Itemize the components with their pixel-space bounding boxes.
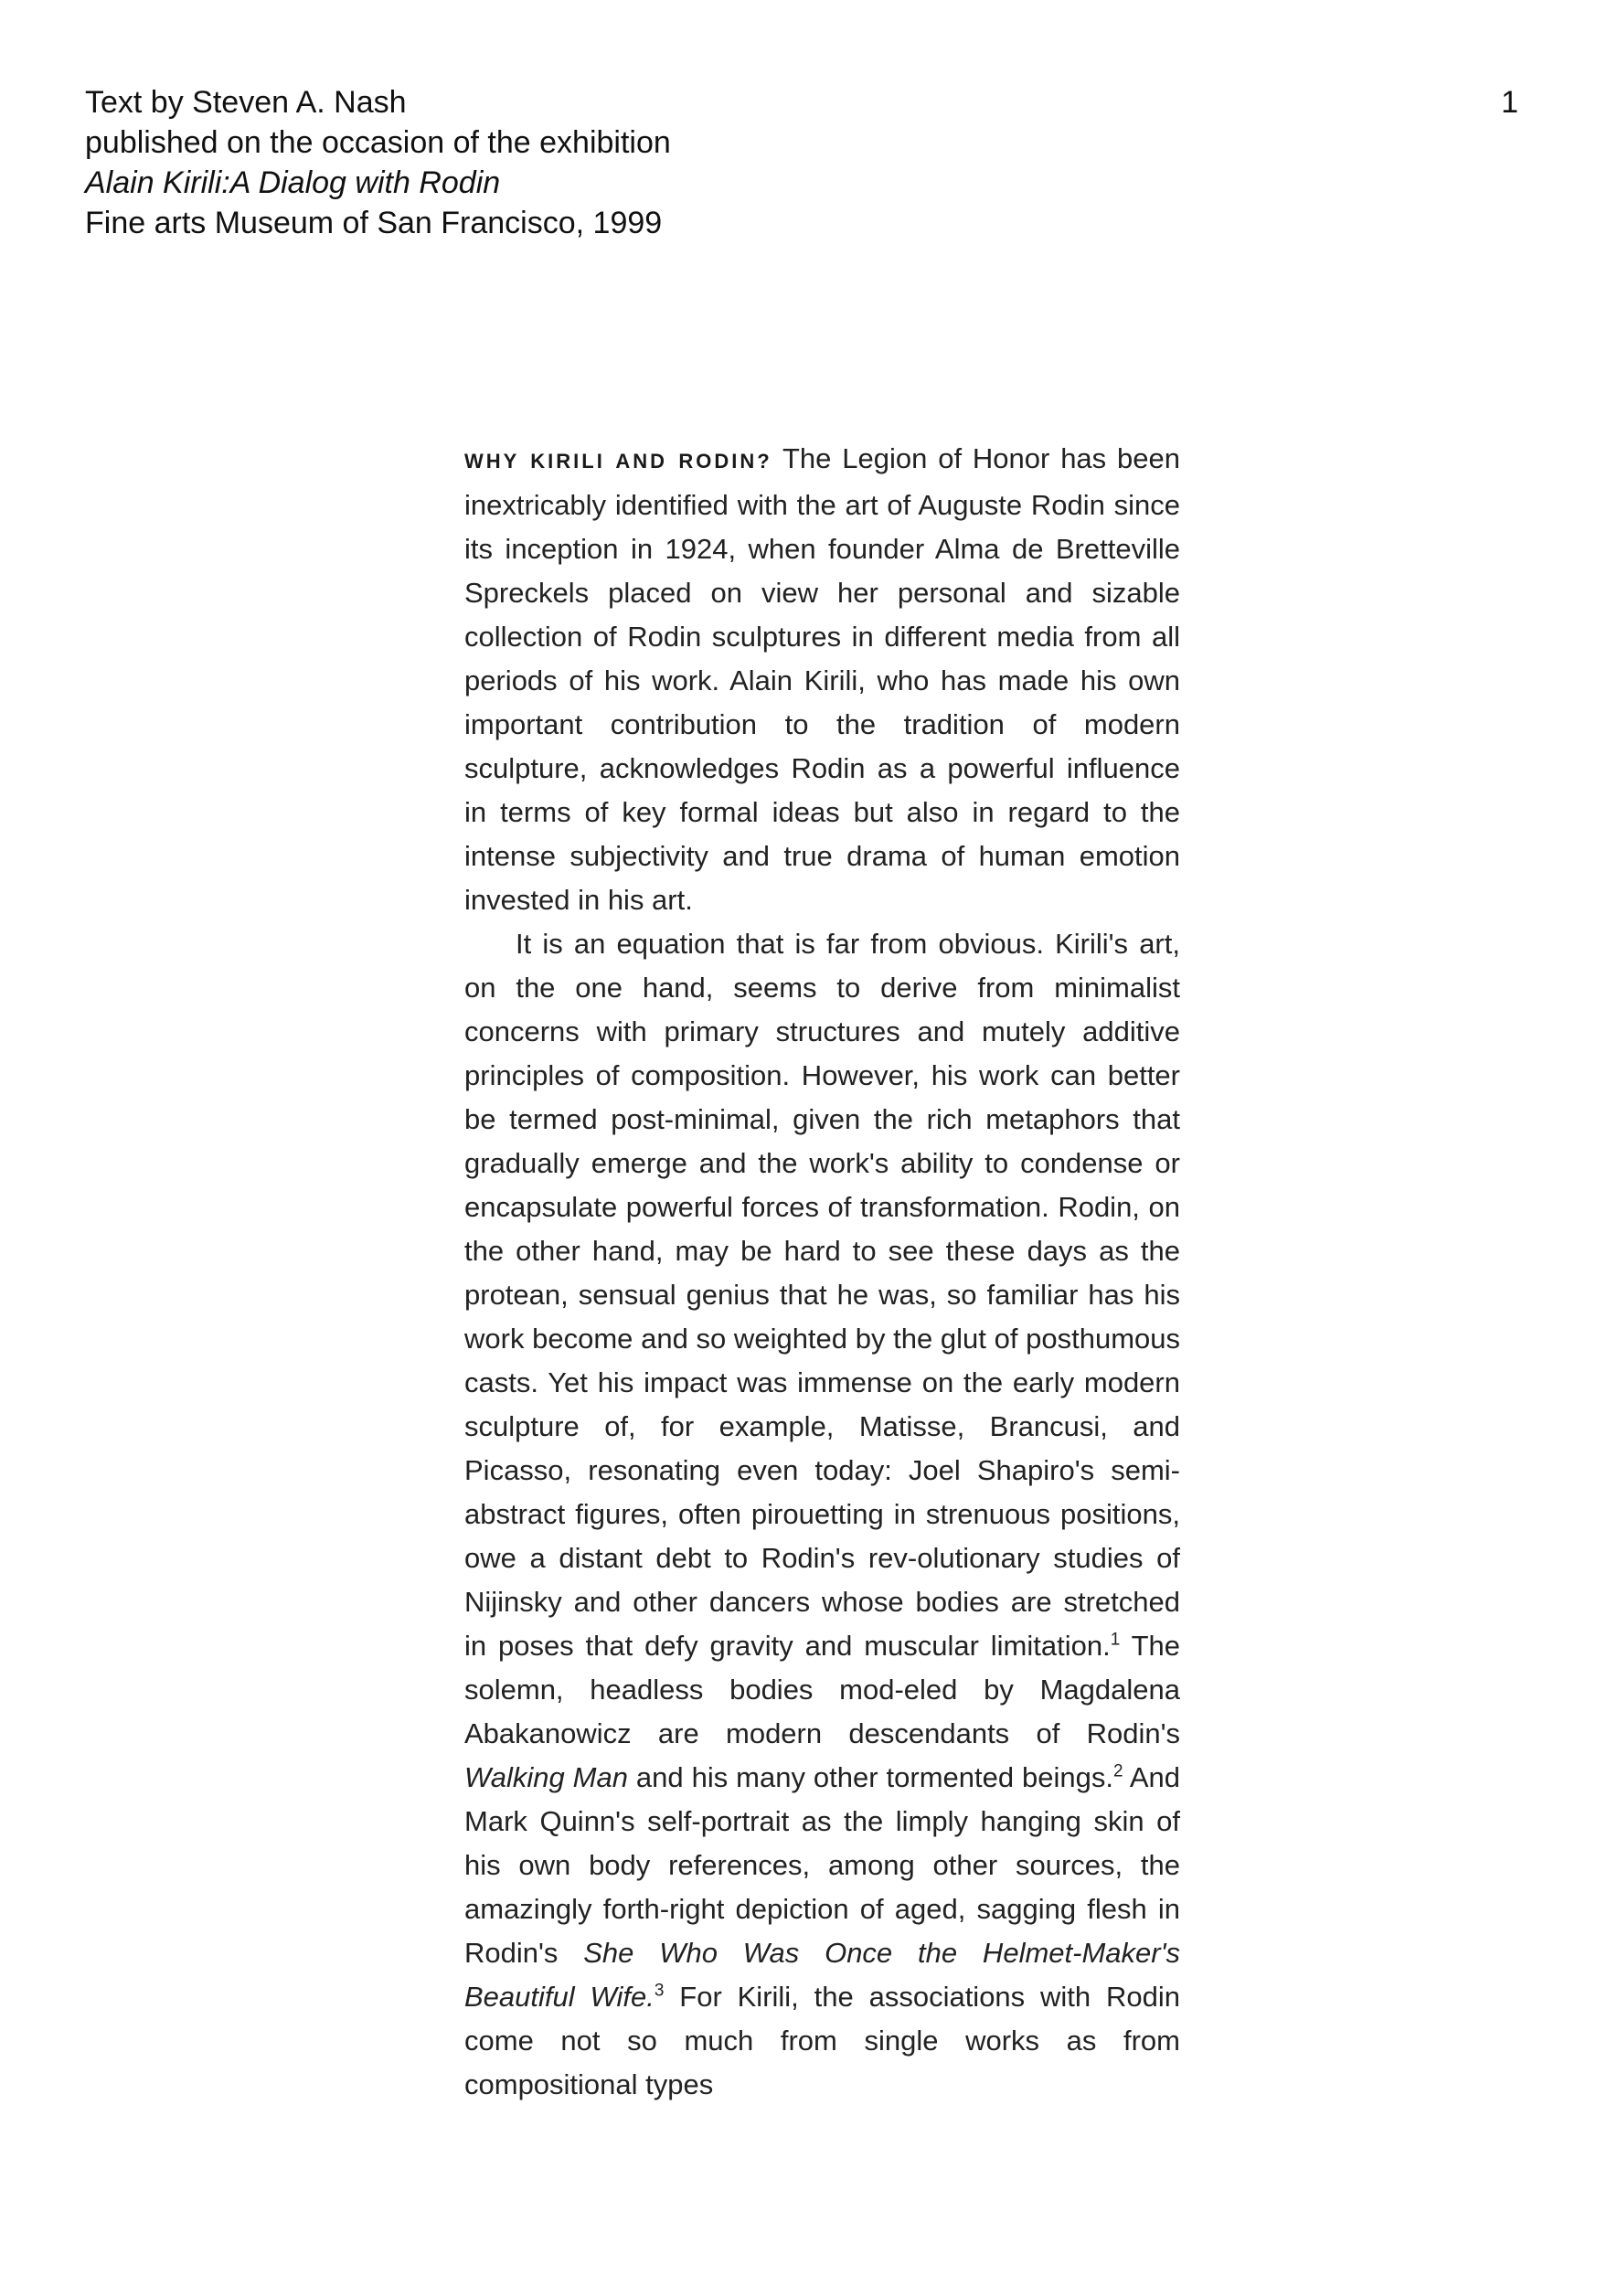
venue-and-year: Fine arts Museum of San Francisco, 1999 — [85, 206, 663, 240]
footnote-ref-2: 2 — [1113, 1761, 1123, 1781]
paragraph-1-text: The Legion of Honor has been inextricably identified with the art of Auguste Rodin since its inception in 1924, when founder Alma de Bretteville Spreckels placed on view her personal and sizable collection of Rodin sculptures in different media from all periods of his work. Alain Kirili, who has made his own important contribution to the tradition of modern sculpture, acknowledges Rodin as a powerful influence in terms of key formal ideas but also in regard to the intense subjectivity and true drama of human emotion invested in his art. — [464, 442, 1180, 916]
paragraph-2-text-c: and his many other tormented beings. — [627, 1761, 1114, 1793]
artwork-title-walking-man: Walking Man — [464, 1761, 628, 1793]
paragraph-2-text-d: And Mark Quinn's self-portrait as the limply hanging skin of his own body references, among other sources, the amazingly forth-right depiction of aged, sagging flesh in Rodin's — [464, 1761, 1180, 1969]
paragraph-2 — [464, 922, 1180, 2107]
footnote-ref-1: 1 — [1110, 1630, 1121, 1650]
footnote-ref-3: 3 — [654, 1981, 665, 2001]
article-body — [464, 437, 1180, 2107]
document-header — [85, 82, 671, 243]
page-number: 1 — [1501, 85, 1518, 120]
paragraph-2-text-e: For Kirili, the associations with Rodin come not so much from single works as from compositional types — [464, 1981, 1181, 2100]
paragraph-1 — [464, 437, 1180, 922]
paragraph-2-text-b: The solemn, headless bodies mod-eled by Magdalena Abakanowicz are modern descendants of Rodin's — [464, 1630, 1180, 1749]
paragraph-2-text-a: It is an equation that is far from obvious. Kirili's art, on the one hand, seems to derive from minimalist concerns with primary structures and mutely additive principles of composition. However, his work can better be termed post-minimal, given the rich metaphors that gradually emerge and the work's ability to condense or encapsulate powerful forces of transformation. Rodin, on the other hand, may be hard to see these days as the protean, sensual genius that he was, so familiar has his work become and so weighted by the glut of posthumous casts. Yet his impact was immense on the early modern sculpture of, for example, Matisse, Brancusi, and Picasso, resonating even today: Joel Shapiro's semi-abstract figures, often pirouetting in strenuous positions, owe a distant debt to Rodin's rev-olutionary studies of Nijinsky and other dancers whose bodies are stretched in poses that defy gravity and muscular limitation. — [464, 928, 1180, 1662]
runin-heading: WHY KIRILI AND RODIN? — [464, 450, 772, 473]
artwork-title-helmet-maker: She Who Was Once the Helmet-Maker's Beautiful Wife. — [464, 1937, 1180, 2013]
exhibition-title: Alain Kirili:A Dialog with Rodin — [85, 165, 501, 200]
publication-occasion: published on the occasion of the exhibition — [85, 125, 671, 160]
author-credit: Text by Steven A. Nash — [85, 85, 407, 120]
